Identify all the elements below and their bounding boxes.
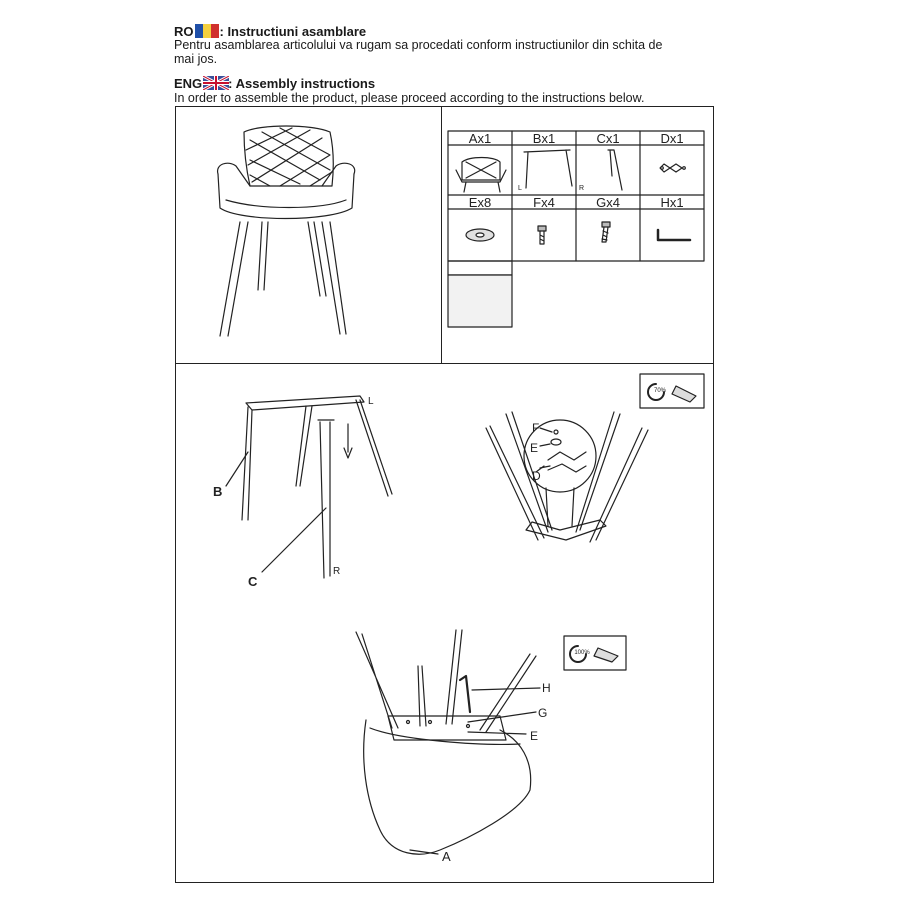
- part-g-label: Gx4: [596, 195, 620, 210]
- label-l: L: [368, 396, 374, 407]
- tighten-100-badge: 100%: [574, 650, 590, 656]
- label-c: C: [248, 574, 258, 589]
- label-g: G: [538, 706, 548, 720]
- ro-code: RO: [174, 24, 194, 39]
- label-h: H: [542, 681, 551, 695]
- tighten-70-badge: 70%: [653, 388, 667, 394]
- part-d-label: Dx1: [660, 131, 684, 146]
- ro-heading: : Instructiuni asamblare: [219, 24, 367, 39]
- label-d: D: [532, 469, 541, 483]
- en-code: ENG: [174, 76, 203, 91]
- en-heading: : Assembly instructions: [228, 76, 376, 91]
- label-r: R: [333, 566, 341, 577]
- label-b: B: [213, 484, 223, 499]
- part-c-label: Cx1: [596, 131, 620, 146]
- part-e-label: Ex8: [468, 195, 492, 210]
- ro-line2: mai jos.: [174, 52, 218, 66]
- label-e-step2: E: [530, 441, 539, 455]
- part-a-label: Ax1: [468, 131, 492, 146]
- en-line1: In order to assemble the product, please proceed according to the instructions below.: [174, 91, 645, 105]
- label-f: F: [532, 421, 540, 435]
- part-f-label: Fx4: [533, 195, 555, 210]
- label-e-step3: E: [530, 729, 539, 743]
- ro-line1: Pentru asamblarea articolului va rugam sa procedati conform instructiunilor din schita de: [174, 38, 663, 52]
- label-a: A: [442, 849, 451, 864]
- part-h-label: Hx1: [660, 195, 684, 210]
- part-b-label: Bx1: [532, 131, 556, 146]
- part-b-side: L: [518, 185, 522, 192]
- part-c-side: R: [579, 185, 585, 192]
